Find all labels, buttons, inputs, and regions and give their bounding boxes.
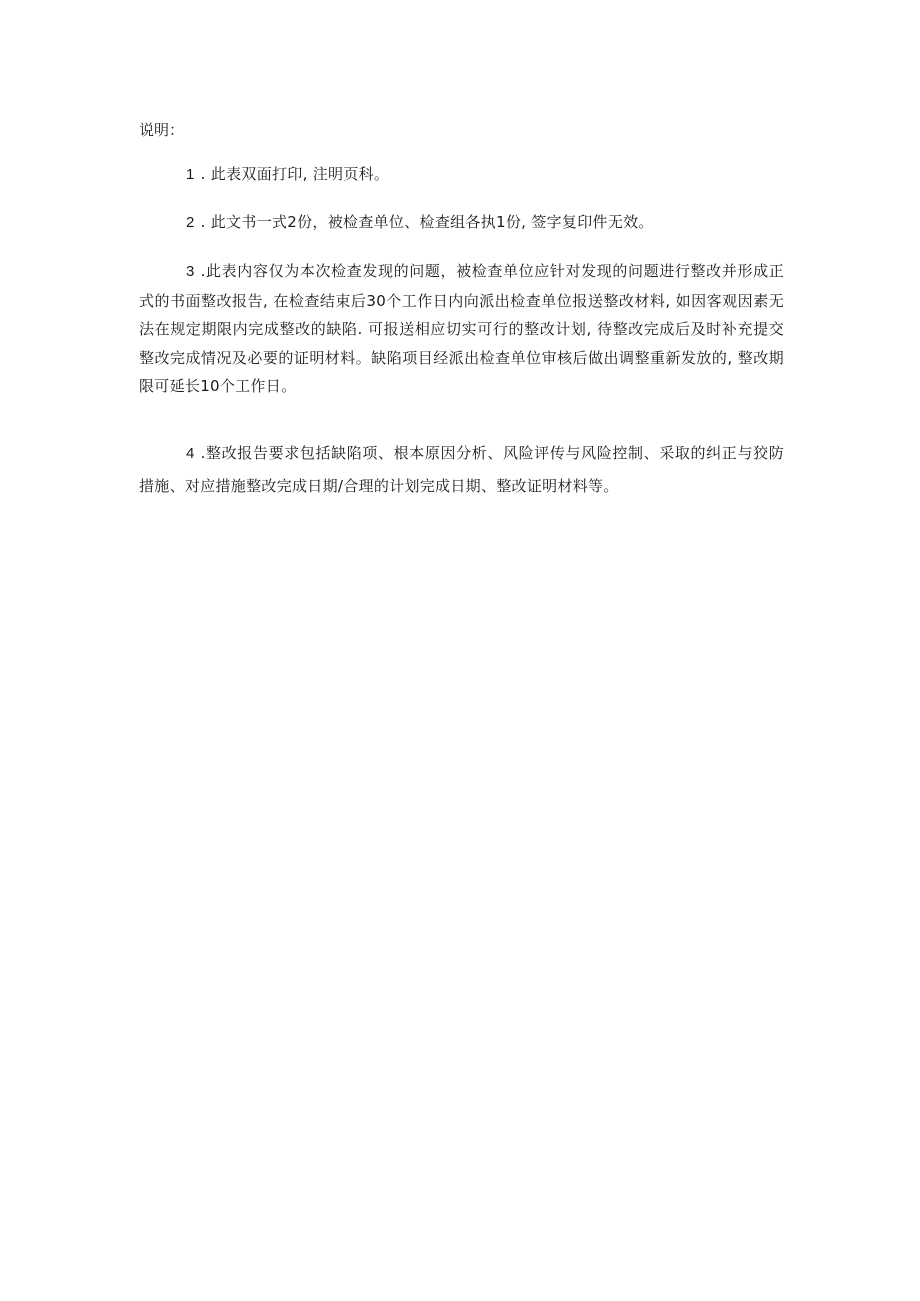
note-item-2 — [139, 208, 784, 238]
note-text: .整改报告要求包括缺陷项、根本原因分析、风险评传与风险控制、采取的纠正与狡防措施、对应措施整改完成日期/合理的计划完成日期、整改证明材料等。 — [139, 444, 784, 495]
note-item-1 — [139, 160, 784, 190]
note-text: . 此表双面打印, 注明页科。 — [200, 165, 390, 183]
note-number: 4 — [186, 445, 195, 462]
notes-heading: 说明： — [139, 121, 185, 139]
note-text: . 此文书一式2份，被检查单位、检查组各执1份, 签字复印件无效。 — [200, 213, 654, 231]
note-item-3 — [139, 257, 784, 401]
note-text: .此表内容仅为本次检查发现的问题，被检查单位应针对发现的问题进行整改并形成正式的书面整改报告, 在检查结束后30个工作日内向派出检查单位报送整改材料, 如因客观因素无法在规定期限内完成整改的缺陷. 可报送相应切实可行的整改计划, 待整改完成后及时补充提交整改完成情况及必要的证明材料。缺陷项目经派出检查单位审核后做出调整重新发放的, 整改期限可延长10个工作日。 — [139, 262, 784, 395]
note-number: 2 — [186, 214, 195, 231]
note-number: 3 — [186, 263, 195, 280]
note-number: 1 — [186, 166, 195, 183]
note-item-4 — [139, 437, 784, 503]
